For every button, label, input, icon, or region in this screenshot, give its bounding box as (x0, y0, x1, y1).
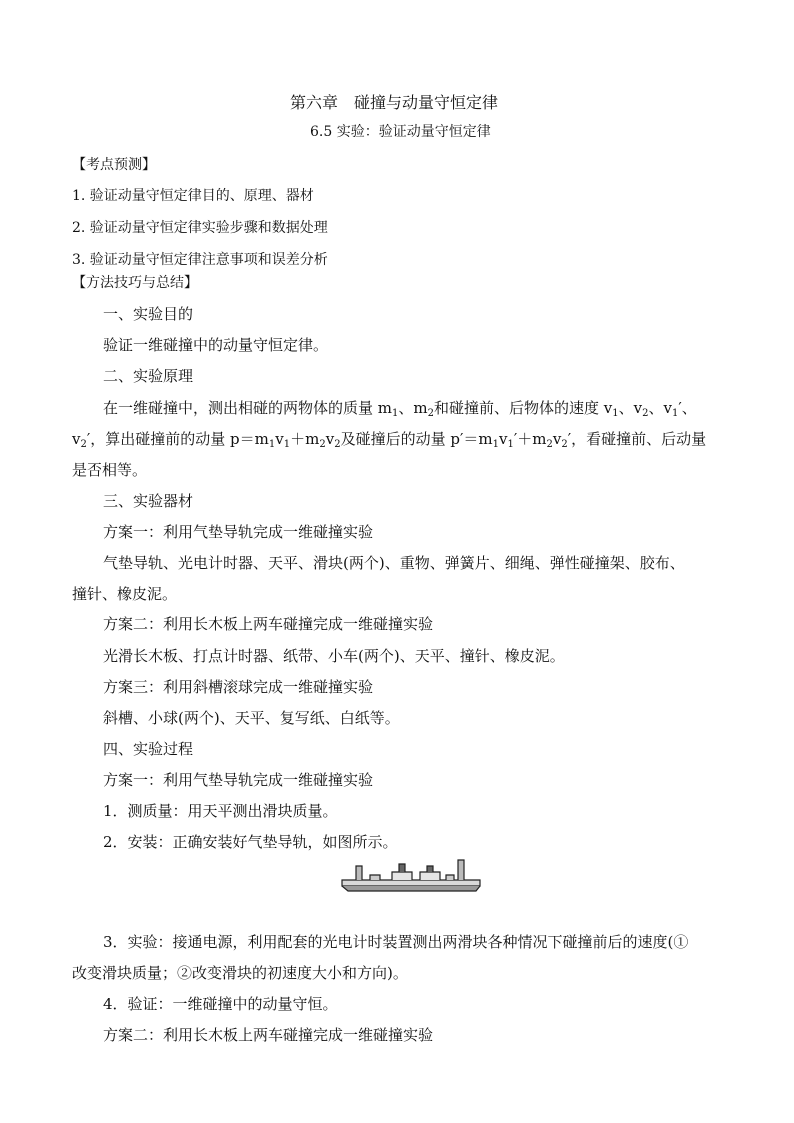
plan1-items-cont: 撞针、橡皮泥。 (72, 585, 178, 603)
process-heading: 四、实验过程 (103, 740, 194, 758)
exam-focus-item: 1. 验证动量守恒定律目的、原理、器材 (72, 188, 314, 204)
plan3-title: 方案三：利用斜槽滚球完成一维碰撞实验 (103, 678, 374, 696)
plan1-title: 方案一：利用气垫导轨完成一维碰撞实验 (103, 523, 374, 541)
exam-focus-heading: 【考点预测】 (72, 157, 156, 173)
plan3-items: 斜槽、小球(两个)、天平、复写纸、白纸等。 (103, 709, 400, 727)
purpose-text: 验证一维碰撞中的动量守恒定律。 (103, 336, 329, 354)
section-title: 6.5 实验：验证动量守恒定律 (310, 124, 491, 140)
exam-focus-item: 2. 验证动量守恒定律实验步骤和数据处理 (72, 220, 328, 236)
exam-focus-item: 3. 验证动量守恒定律注意事项和误差分析 (72, 252, 328, 268)
equipment-heading: 三、实验器材 (103, 492, 194, 510)
chapter-title: 第六章 碰撞与动量守恒定律 (290, 93, 499, 112)
principle-line-3: 是否相等。 (72, 461, 148, 479)
process-plan2-title: 方案二：利用长木板上两车碰撞完成一维碰撞实验 (103, 1026, 434, 1044)
plan1-items: 气垫导轨、光电计时器、天平、滑块(两个)、重物、弹簧片、细绳、弹性碰撞架、胶布、 (103, 554, 685, 572)
principle-heading: 二、实验原理 (103, 367, 194, 385)
step-2: 2．安装：正确安装好气垫导轨，如图所示。 (103, 833, 398, 851)
plan2-title: 方案二：利用长木板上两车碰撞完成一维碰撞实验 (103, 615, 434, 633)
step-1: 1．测质量：用天平测出滑块质量。 (103, 802, 338, 820)
step-3-cont: 改变滑块质量；②改变滑块的初速度大小和方向)。 (72, 964, 408, 982)
step-4: 4．验证：一维碰撞中的动量守恒。 (103, 995, 338, 1013)
air-track-figure (340, 858, 485, 892)
principle-line-1: 在一维碰撞中，测出相碰的两物体的质量 $m_1$、$m_2$和碰撞前、后物体的速度 $v_1$、$v_2$、$v_1'$、 (103, 399, 697, 419)
purpose-heading: 一、实验目的 (103, 305, 194, 323)
method-heading: 【方法技巧与总结】 (72, 275, 198, 291)
plan2-items: 光滑长木板、打点计时器、纸带、小车(两个)、天平、撞针、橡皮泥。 (103, 647, 565, 665)
principle-line-2: $v_2'$，算出碰撞前的动量 $p=m_1v_1+m_2v_2$及碰撞后的动量 $p'=m_1v_1'+m_2v_2'$，看碰撞前、后动量 (72, 430, 707, 450)
process-plan1-title: 方案一：利用气垫导轨完成一维碰撞实验 (103, 771, 374, 789)
step-3: 3．实验：接通电源，利用配套的光电计时装置测出两滑块各种情况下碰撞前后的速度(① (103, 933, 689, 951)
